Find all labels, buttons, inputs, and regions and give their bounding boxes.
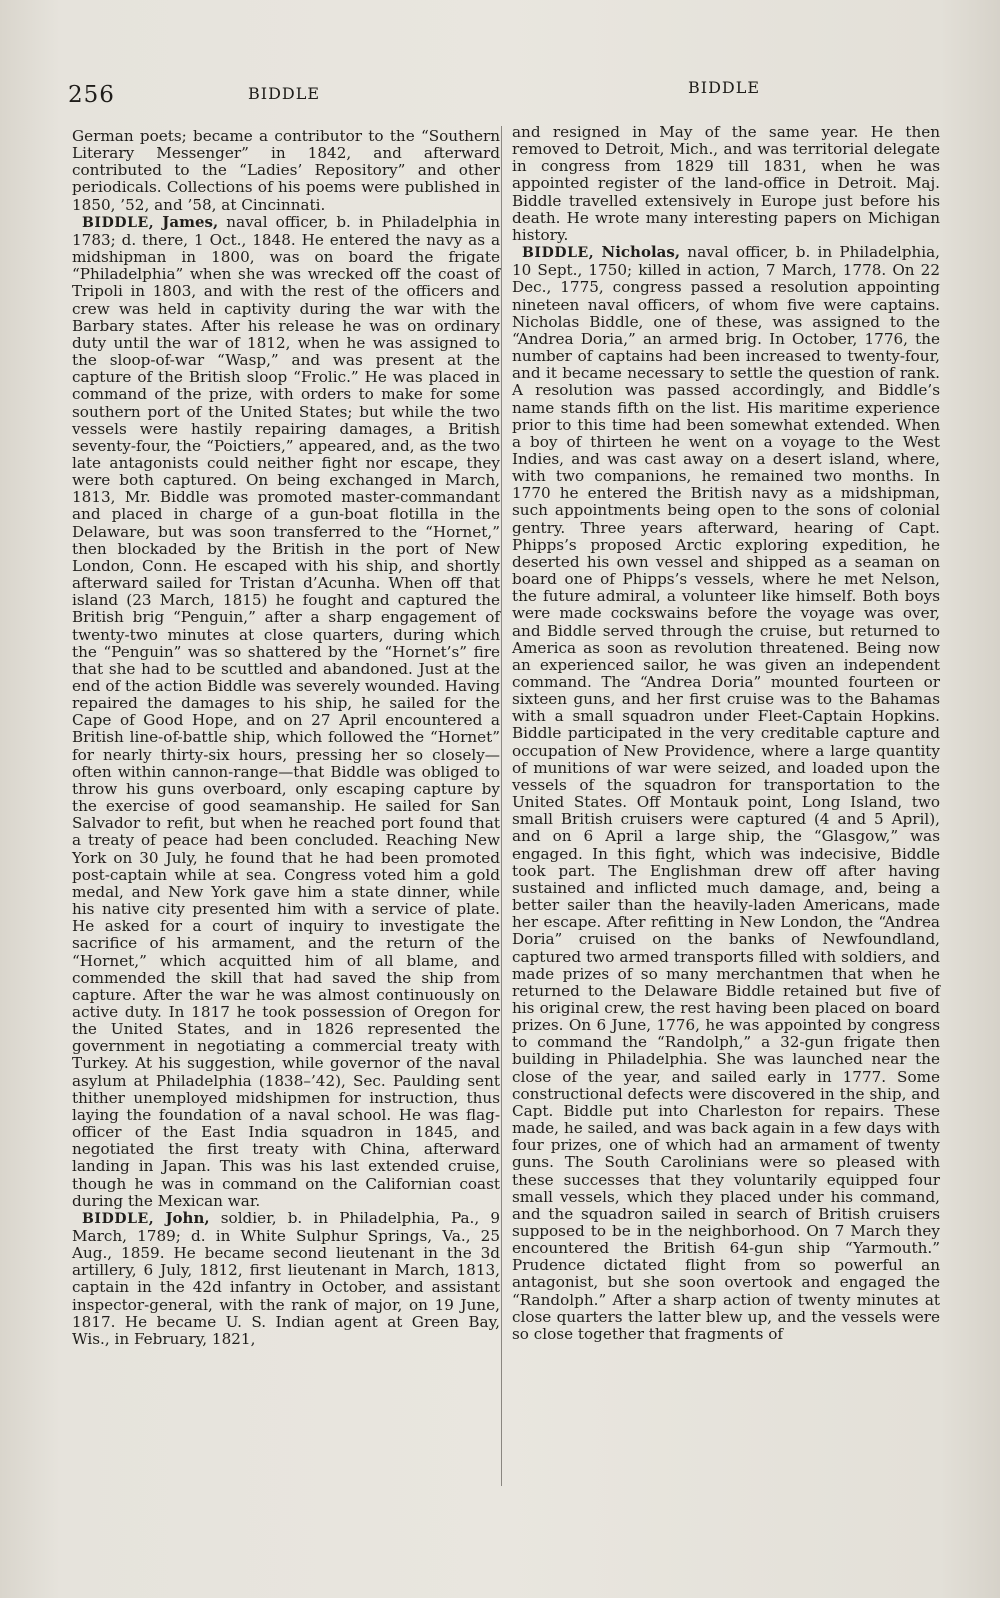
entry-surname: BIDDLE, xyxy=(82,214,155,231)
left-column xyxy=(72,128,500,1348)
entry-surname: BIDDLE, xyxy=(522,245,595,262)
entry-forename: Nicholas, xyxy=(601,243,681,262)
right-column xyxy=(512,124,940,1343)
entry-text: soldier, b. in Philadelphia, Pa., 9 March, 1789; d. in White Sulphur Springs, Va., 25 Aug., 1859. He became second lieutenant in the 3d artillery, 6 July, 1812, first lieutenant in March, 1813, captain in the 42d infantry in October, and assistant inspector-general, with the rank of major, on 19 June, 1817. He became U. S. Indian agent at Green Bay, Wis., in February, 1821, xyxy=(72,1208,501,1348)
entry-text: naval officer, b. in Philadelphia, 10 Sept., 1750; killed in action, 7 March, 1778. On 22 Dec., 1775, congress passed a resolution appointing nineteen naval officers, of whom five were captains. Nicholas Biddle, one of these, was assigned to the “Andrea Doria,” an armed brig. In October, 1776, the number of captains had been increased to twenty-four, and it became necessary to settle the question of rank. A resolution was passed accordingly, and Biddle’s name stands fifth on the list. His maritime experience prior to this time had been somewhat extended. When a boy of thirteen he went on a voyage to the West Indies, and was cast away on a desert island, where, with two companions, he remained two months. In 1770 he entered the British navy as a midshipman, such appointments being open to the sons of colonial gentry. Three years afterward, hearing of Capt. Phipps’s proposed Arctic exploring expedition, he deserted his own vessel and shipped as a seaman on board one of Phipps’s vessels, where he met Nelson, the future admiral, a volunteer like himself. Both boys were made cockswains before the voyage was over, and Biddle served through the cruise, but returned to America as soon as revolution threatened. Being now an experienced sailor, he was given an independent command. The “Andrea Doria” mounted fourteen or sixteen guns, and her first cruise was to the Bahamas with a small squadron under Fleet-Captain Hopkins. Biddle participated in the very creditable capture and occupation of New Providence, where a large quantity of munitions of war were seized, and loaded upon the vessels of the squadron for transportation to the United States. Off Montauk point, Long Island, two small British cruisers were captured (4 and 5 April), and on 6 April a large ship, the “Glasgow,” was engaged. In this fight, which was indecisive, Biddle took part. The Englishman drew off after having sustained and inflicted much damage, and, being a better sailer than the heavily-laden Americans, made her escape. After refitting in New London, the “Andrea Doria” cruised on the banks of Newfoundland, captured two armed transports filled with soldiers, and made prizes of so many merchantmen that when he returned to the Delaware Biddle retained but five of his original crew, the rest having been placed on board prizes. On 6 June, 1776, he was appointed by congress to command the “Randolph,” a 32-gun frigate then building in Philadelphia. She was launched near the close of the year, and sailed early in 1777. Some constructional defects were discovered in the ship, and Capt. Biddle put into Charleston for repairs. These made, he sailed, and was back again in a few days with four prizes, one of which had an armament of twenty guns. The South Carolinians were so pleased with these successes that they voluntarily equipped four small vessels, which they placed under his command, and the squadron sailed in search of British cruisers supposed to be in the neighborhood. On 7 March they encountered the British 64-gun ship “Yarmouth.” Prudence dictated flight from so powerful an antagonist, but she soon overtook and engaged the “Randolph.” After a sharp action of twenty minutes at close quarters the latter blew up, and the vessels were so close together that fragments of xyxy=(512,243,940,1343)
page-header xyxy=(68,78,768,108)
page-number: 256 xyxy=(68,82,115,108)
entry-forename: James, xyxy=(162,212,219,231)
entry-forename: John, xyxy=(165,1208,210,1227)
continued-paragraph: and resigned in May of the same year. He then removed to Detroit, Mich., and was territorial delegate in congress from 1829 till 1831, when he was appointed register of the land-office in Detroit. Maj. Biddle travelled extensively in Europe just before his death. He wrote many interesting papers on Michigan history. xyxy=(512,123,940,244)
biography-entry-john-biddle xyxy=(72,1210,500,1348)
column-divider xyxy=(501,126,502,1486)
entry-surname: BIDDLE, xyxy=(82,1210,155,1227)
running-head-left: BIDDLE xyxy=(248,84,321,103)
entry-text: naval officer, b. in Philadelphia in 1783; d. there, 1 Oct., 1848. He entered the navy as a midshipman in 1800, was on board the frigate “Philadelphia” when she was wrecked off the coast of Tripoli in 1803, and with the rest of the officers and crew was held in captivity during the war with the Barbary states. After his release he was on ordinary duty until the war of 1812, when he was assigned to the sloop-of-war “Wasp,” and was present at the capture of the British sloop “Frolic.” He was placed in command of the prize, with orders to make for some southern port of the United States; but while the two vessels were hastily repairing damages, a British seventy-four, the “Poictiers,” appeared, and, as the two late antagonists could neither fight nor escape, they were both captured. On being exchanged in March, 1813, Mr. Biddle was promoted master-commandant and placed in charge of a gun-boat flotilla in the Delaware, but was soon transferred to the “Hornet,” then blockaded by the British in the port of New London, Conn. He escaped with his ship, and shortly afterward sailed for Tristan d’Acunha. When off that island (23 March, 1815) he fought and captured the British brig “Penguin,” after a sharp engagement of twenty-two minutes at close quarters, during which the “Penguin” was so shattered by the “Hornet’s” fire that she had to be scuttled and abandoned. Just at the end of the action Biddle was severely wounded. Having repaired the damages to his ship, he sailed for the Cape of Good Hope, and on 27 April encountered a British line-of-battle ship, which followed the “Hornet” for nearly thirty-six hours, pressing her so closely—often within cannon-range—that Biddle was obliged to throw his guns overboard, only escaping capture by the exercise of good seamanship. He sailed for San Salvador to refit, but when he reached port found that a treaty of peace had been concluded. Reaching New York on 30 July, he found that he had been promoted post-captain while at sea. Congress voted him a gold medal, and New York gave him a state dinner, while his native city presented him with a service of plate. He asked for a court of inquiry to investigate the sacrifice of his armament, and the return of the “Hornet,” which acquitted him of all blame, and commended the skill that had saved the ship from capture. After the war he was almost continuously on active duty. In 1817 he took possession of Oregon for the United States, and in 1826 represented the government in negotiating a commercial treaty with Turkey. At his suggestion, while governor of the naval asylum at Philadelphia (1838–’42), Sec. Paulding sent thither unemployed midshipmen for instruction, thus laying the foundation of a naval school. He was flag-officer of the East India squadron in 1845, and negotiated the first treaty with China, afterward landing in Japan. This was his last extended cruise, though he was in command on the Californian coast during the Mexican war. xyxy=(72,212,500,1210)
biography-entry-nicholas-biddle xyxy=(512,244,940,1343)
running-head-right: BIDDLE xyxy=(688,78,761,97)
biography-entry-james-biddle xyxy=(72,214,500,1210)
continued-paragraph: German poets; became a contributor to the “Southern Literary Messenger” in 1842, and afterward contributed to the “Ladies’ Repository” and other periodicals. Collections of his poems were published in 1850, ’52, and ’58, at Cincinnati. xyxy=(72,127,500,214)
